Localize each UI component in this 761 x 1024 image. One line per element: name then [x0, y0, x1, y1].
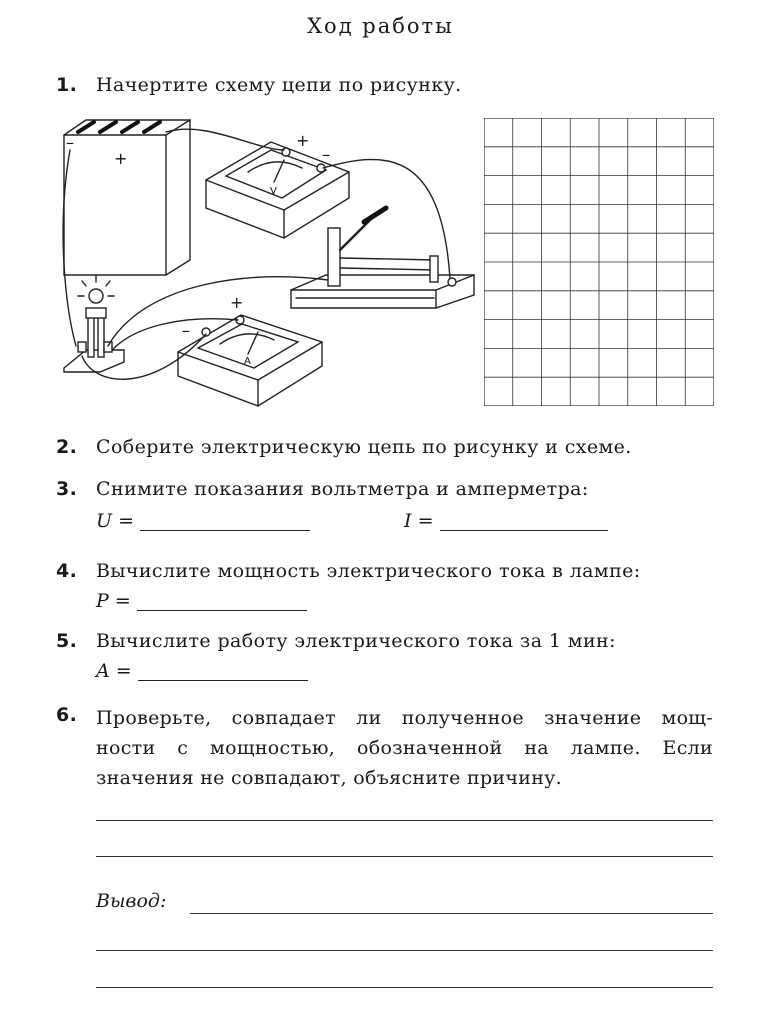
answer-line[interactable]: [96, 950, 713, 951]
task-number: 3.: [56, 478, 78, 500]
power-blank[interactable]: [137, 609, 307, 611]
voltage-answer: [96, 510, 310, 532]
task-text: Соберите электрическую цепь по рисунку и схеме.: [96, 436, 632, 458]
answer-line[interactable]: [96, 820, 713, 821]
voltmeter-plus-label: +: [296, 131, 310, 150]
power-answer: [96, 590, 307, 612]
task-3: [56, 478, 589, 500]
task-text: Вычислите работу электрического тока за 1 мин:: [96, 630, 616, 652]
voltmeter-unit-label: V: [270, 186, 277, 197]
task-1: [56, 74, 462, 96]
task-number: 5.: [56, 630, 78, 652]
equals-sign: =: [118, 510, 134, 532]
task-6-line-1: Проверьте, совпадает ли полученное значение мощ-: [96, 707, 713, 729]
page-title: Ход работы: [307, 14, 454, 38]
equals-sign: =: [114, 590, 131, 612]
ammeter-minus-label: –: [182, 321, 190, 340]
voltage-symbol: U: [96, 510, 113, 532]
battery-minus-label: –: [66, 133, 74, 152]
task-2: [56, 436, 632, 458]
task-6-line-3: значения не совпадают, объясните причину.: [96, 767, 562, 789]
voltmeter-minus-label: –: [322, 145, 330, 164]
power-symbol: P: [96, 590, 109, 612]
task-text: Вычислите мощность электрического тока в лампе:: [96, 560, 641, 582]
circuit-illustration: [56, 110, 478, 410]
ammeter-plus-label: +: [230, 293, 244, 312]
answer-line[interactable]: [96, 856, 713, 857]
lamp-icon: [64, 276, 124, 372]
task-6-line-2: ности с мощностью, обозначенной на лампе. Если: [96, 737, 713, 759]
current-symbol: I: [404, 510, 412, 532]
task-number: 4.: [56, 560, 78, 582]
answer-line[interactable]: [96, 987, 713, 988]
task-6-number: [56, 704, 96, 726]
work-answer: [96, 660, 308, 682]
task-text: Начертите схему цепи по рисунку.: [96, 74, 462, 96]
work-blank[interactable]: [138, 679, 308, 681]
battery-icon: [64, 120, 190, 275]
conclusion-line[interactable]: [190, 913, 713, 914]
equals-sign: =: [115, 660, 132, 682]
conclusion-label: Вывод:: [96, 890, 167, 912]
voltage-blank[interactable]: [140, 529, 310, 531]
task-number: 1.: [56, 74, 78, 96]
drawing-grid: [484, 118, 714, 406]
task-number: 6.: [56, 704, 78, 726]
task-4: [56, 560, 641, 582]
task-text: Снимите показания вольтметра и амперметра:: [96, 478, 589, 500]
task-number: 2.: [56, 436, 78, 458]
battery-plus-label: +: [114, 149, 128, 168]
switch-icon: [291, 208, 474, 308]
task-5: [56, 630, 616, 652]
ammeter-unit-label: A: [244, 356, 251, 367]
work-symbol: A: [96, 660, 110, 682]
current-answer: [404, 510, 608, 532]
current-blank[interactable]: [440, 529, 608, 531]
equals-sign: =: [417, 510, 434, 532]
